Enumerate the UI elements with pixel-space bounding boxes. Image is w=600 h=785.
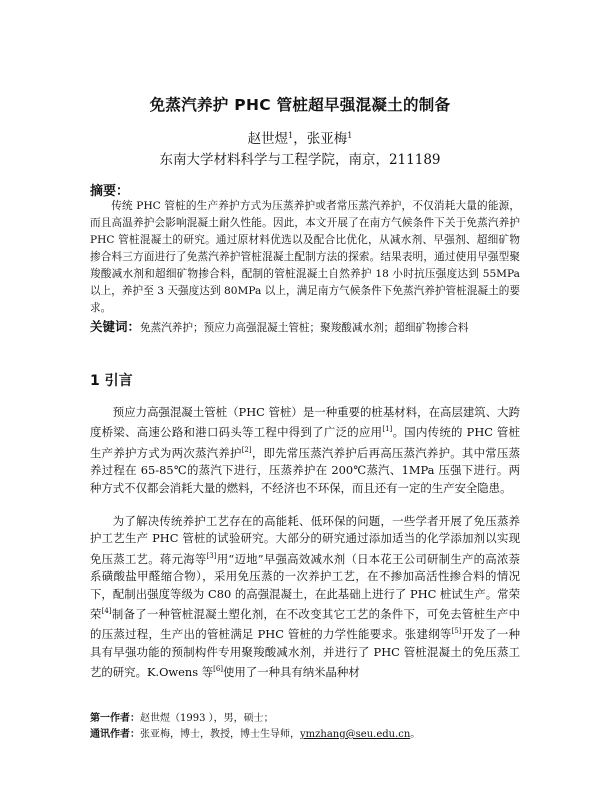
abstract-heading: 摘要： (90, 184, 130, 199)
footnote-label: 通讯作者： (90, 729, 140, 740)
email-link[interactable]: ymzhang@seu.edu.cn (300, 729, 411, 740)
footnote-text: 。 (410, 729, 421, 740)
keywords-label: 关键词： (90, 319, 141, 334)
author-affiliation-mark: 1 (347, 131, 353, 140)
author-name: 张亚梅 (306, 131, 348, 147)
abstract-text: 传统 PHC 管桩的生产养护方式为压蒸养护或者常压蒸汽养护，不仅消耗大量的能源，而且高温养护会影响混凝土耐久性能。因此，本文开展了在南方气候条件下关于免蒸汽养护 PHC 管桩混凝土的研究。通过原材料优选以及配合比优化，从减水剂、早强剂、超细矿物掺合料三方面进行了免蒸汽养护管桩混凝土配制方法的探索。结果表明，通过使用早强型聚羧酸减水剂和超细矿物掺合料，配制的管桩混凝土自然养护 18 小时抗压强度达到 55MPa 以上，养护至 3 天强度达到 80MPa 以上，满足南方气候条件下免蒸汽养护管桩混凝土的要求。 (90, 200, 520, 314)
paragraph-text: 为了解决传统养护工艺存在的高能耗、低环保的问题，一些学者开展了免压蒸养护工艺生产 PHC 管桩的试验研究。大部分的研究通过添加适当的化学添加剂以实现免压蒸工艺。蒋元海等 (90, 514, 520, 566)
paragraph-text: 制备了一种管桩混凝土塑化剂，在不改变其它工艺的条件下，可免去管桩生产中的压蒸过程，生产出的管桩满足 PHC 管桩的力学性能要求。张建纲等 (90, 607, 520, 642)
author-name: 赵世煜 (247, 131, 289, 147)
paragraph-text: 用“迈地”早强高效减水剂（日本花王公司研制生产的高浓萘系磺酸盐甲醛缩合物），采用免压蒸的一次养护工艺，在不掺加高活性掺合料的情况下，配制出强度等级为 C80 的高强混凝土，在此基础上进行了 PHC 桩试生产。常荣荣 (90, 551, 520, 622)
citation-ref: [6] (213, 665, 224, 674)
citation-ref: [4] (101, 607, 112, 616)
keywords-text: 免蒸汽养护；预应力高强混凝土管桩；聚羧酸减水剂；超细矿物掺合料 (140, 322, 469, 334)
author-separator: ， (293, 131, 307, 147)
author-affiliation-mark: 1 (288, 131, 294, 140)
keywords (90, 318, 520, 337)
footnote-corresponding-author (90, 727, 520, 743)
citation-ref: [1] (382, 425, 393, 434)
footnotes (90, 711, 520, 743)
citation-ref: [5] (451, 627, 462, 636)
citation-ref: [2] (241, 445, 252, 454)
author-line (0, 127, 600, 147)
paper-title: 免蒸汽养护 PHC 管桩超早强混凝土的制备 (149, 96, 451, 114)
paragraph-text: 使用了一种具有纳米晶种材 (223, 665, 360, 680)
footnote-label: 第一作者： (90, 713, 140, 724)
paragraph-text: ，即先常压蒸汽养护后再高压蒸汽养护。其中常压蒸养过程在 65-85℃的蒸汽下进行，压蒸养护在 200℃蒸汽、1MPa 压强下进行。两种方式不仅都会消耗大量的燃料，不经济也不环保，而且还有一定的生产安全隐患。 (90, 445, 520, 495)
footnote-text: 赵世煜（1993 ），男，硕士； (140, 713, 274, 724)
citation-ref: [3] (206, 551, 217, 560)
footnote-first-author (90, 711, 520, 727)
section-heading: 1 引言 (90, 373, 133, 389)
paragraph-text: 预应力高强混凝土管桩（PHC 管桩）是一种重要的桩基材料，在高层建筑、大跨度桥梁、高速公路和港口码头等工程中得到了广泛的应用 (90, 405, 520, 440)
affiliation: 东南大学材料科学与工程学院，南京，211189 (159, 152, 441, 168)
body-paragraph (90, 513, 520, 682)
paragraph-text: 开发了一种具有早强功能的预制构件专用聚羧酸减水剂，并进行了 PHC 管桩混凝土的免压蒸工艺的研究。K.Owens 等 (90, 627, 520, 680)
paragraph-text: 。国内传统的 PHC 管桩生产养护方式为两次蒸汽养护 (90, 425, 520, 460)
body-paragraph (90, 404, 520, 497)
footnote-text: 张亚梅，博士，教授，博士生导师， (140, 729, 300, 740)
